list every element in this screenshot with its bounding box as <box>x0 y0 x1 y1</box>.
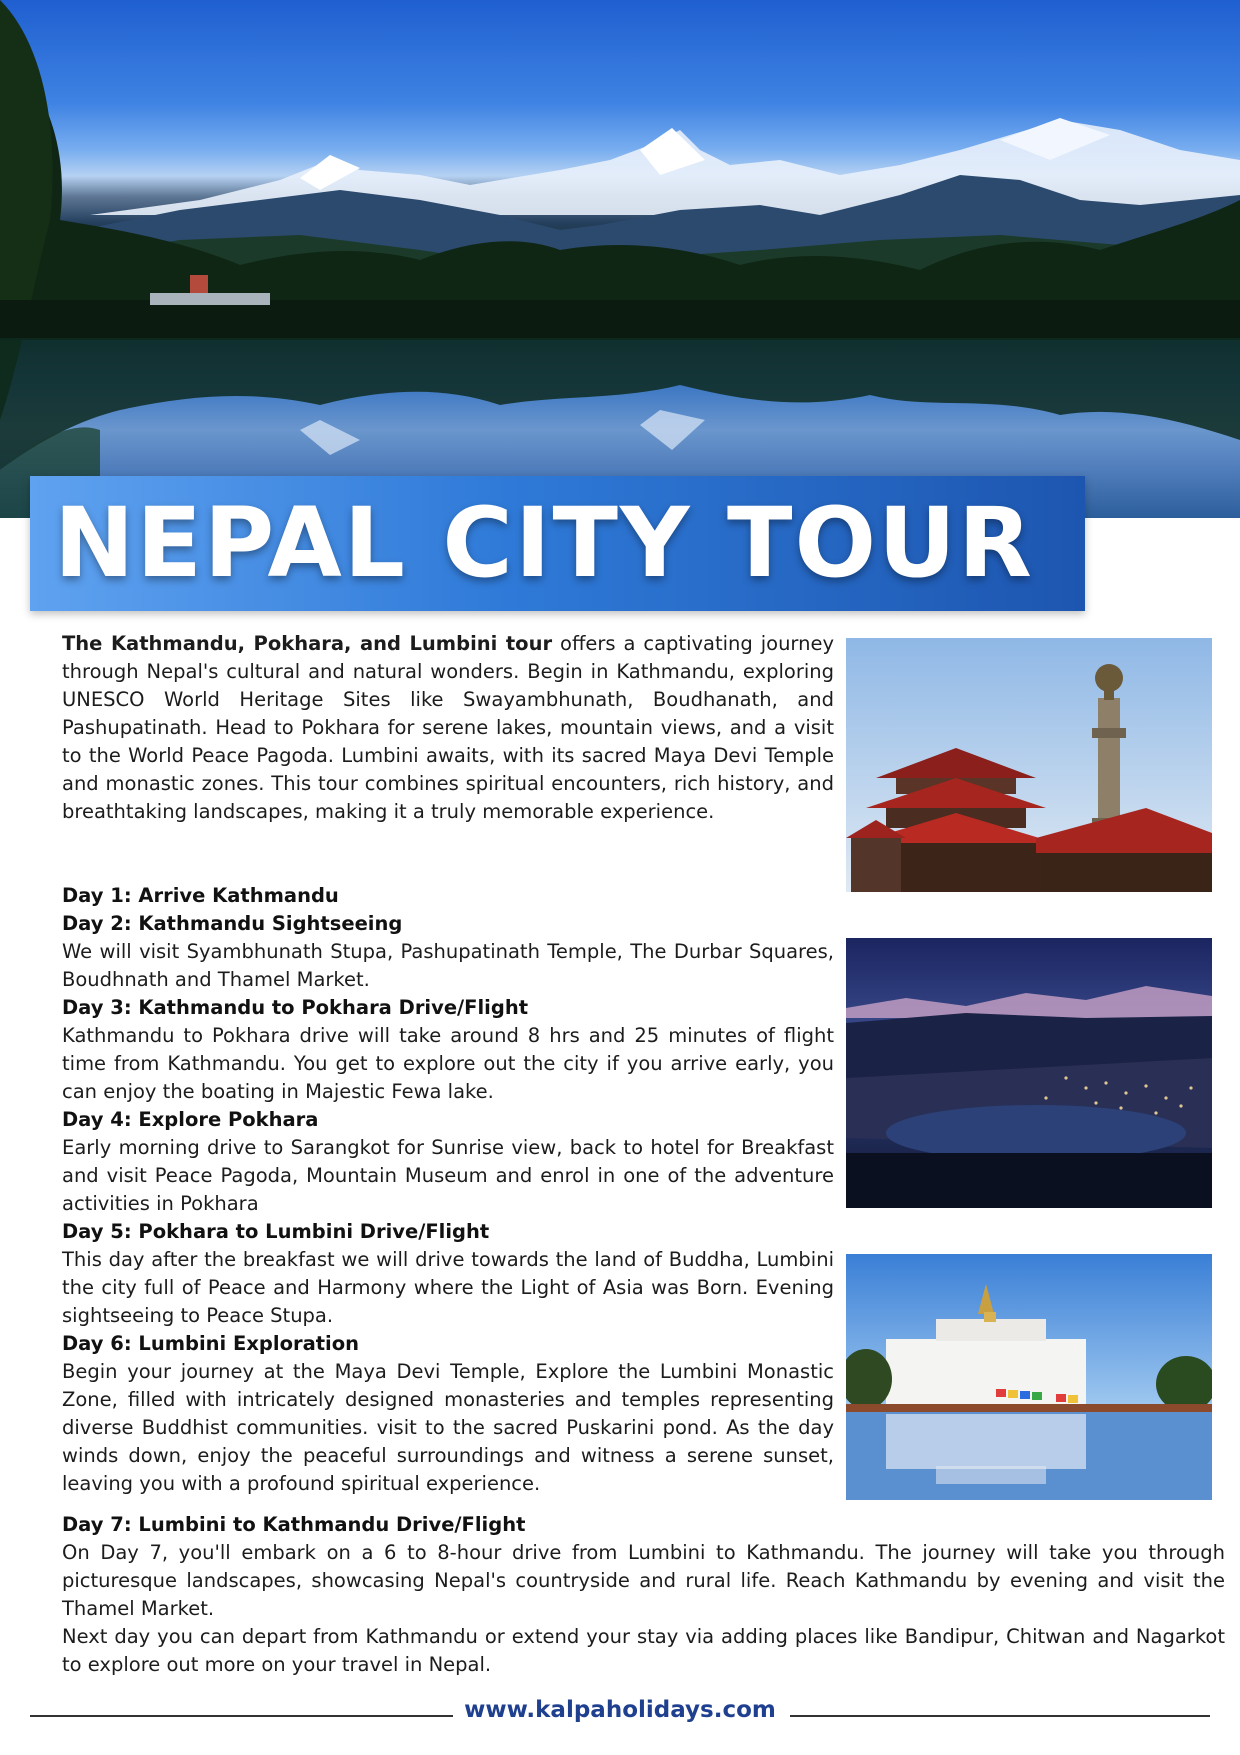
durbar-square-temple-photo-icon <box>846 638 1212 892</box>
day-heading: Day 7: Lumbini to Kathmandu Drive/Flight <box>62 1513 526 1536</box>
itinerary-day-5 <box>62 1218 834 1330</box>
day-heading: Day 3: Kathmandu to Pokhara Drive/Flight <box>62 996 529 1019</box>
day-heading: Day 5: Pokhara to Lumbini Drive/Flight <box>62 1220 490 1243</box>
day-description: Begin your journey at the Maya Devi Temple, Explore the Lumbini Monastic Zone, filled with intricately designed monasteries and temples representing diverse Buddhist communities. visit to the sacred Puskarini pond. As the day winds down, enjoy the peaceful surroundings and witness a serene sunset, leaving you with a profound spiritual experience. <box>62 1360 834 1495</box>
hero-photo <box>0 0 1240 518</box>
maya-devi-temple-photo <box>846 1254 1212 1500</box>
day-heading: Day 4: Explore Pokhara <box>62 1108 319 1131</box>
itinerary-day-3 <box>62 994 834 1106</box>
title-banner <box>30 476 1085 611</box>
page-title: NEPAL CITY TOUR <box>54 487 1034 599</box>
intro-lead: The Kathmandu, Pokhara, and Lumbini tour <box>62 632 553 655</box>
day-description: Kathmandu to Pokhara drive will take around 8 hrs and 25 minutes of flight time from Kathmandu. You get to explore out the city if you arrive early, you can enjoy the boating in Majestic Fewa lake. <box>62 1024 834 1103</box>
itinerary-day-6 <box>62 1330 834 1498</box>
itinerary-day-7 <box>62 1511 1225 1623</box>
closing-paragraph: Next day you can depart from Kathmandu or extend your stay via adding places like Bandipur, Chitwan and Nagarkot to explore out more on your travel in Nepal. <box>62 1625 1225 1676</box>
day-description: This day after the breakfast we will drive towards the land of Buddha, Lumbini the city full of Peace and Harmony where the Light of Asia was Born. Evening sightseeing to Peace Stupa. <box>62 1248 834 1327</box>
intro-paragraph <box>62 630 834 826</box>
itinerary-day-1 <box>62 882 834 910</box>
day-description: On Day 7, you'll embark on a 6 to 8-hour drive from Lumbini to Kathmandu. The journey will take you through picturesque landscapes, showcasing Nepal's countryside and rural life. Reach Kathmandu by evening and visit the Thamel Market. <box>62 1541 1225 1620</box>
day-heading: Day 2: Kathmandu Sightseeing <box>62 912 403 935</box>
pokhara-night-lake-photo-icon <box>846 938 1212 1208</box>
footer-website-link[interactable]: www.kalpaholidays.com <box>464 1697 776 1723</box>
day-description: We will visit Syambhunath Stupa, Pashupatinath Temple, The Durbar Squares, Boudhnath and Thamel Market. <box>62 940 834 991</box>
mountain-lake-landscape-icon <box>0 0 1240 518</box>
maya-devi-temple-photo-icon <box>846 1254 1212 1500</box>
itinerary-day-4 <box>62 1106 834 1218</box>
day-description: Early morning drive to Sarangkot for Sunrise view, back to hotel for Breakfast and visit Peace Pagoda, Mountain Museum and enrol in one of the adventure activities in Pokhara <box>62 1136 834 1215</box>
intro-text: offers a captivating journey through Nepal's cultural and natural wonders. Begin in Kathmandu, exploring UNESCO World Heritage Sites like Swayambhunath, Boudhanath, and Pashupatinath. Head to Pokhara for serene lakes, mountain views, and a visit to the World Peace Pagoda. Lumbini awaits, with its sacred Maya Devi Temple and monastic zones. This tour combines spiritual encounters, rich history, and breathtaking landscapes, making it a truly memorable experience. <box>62 632 834 823</box>
pokhara-night-photo <box>846 938 1212 1208</box>
day-heading: Day 6: Lumbini Exploration <box>62 1332 360 1355</box>
day-heading: Day 1: Arrive Kathmandu <box>62 884 339 907</box>
itinerary-day-2 <box>62 910 834 994</box>
durbar-square-photo <box>846 638 1212 892</box>
